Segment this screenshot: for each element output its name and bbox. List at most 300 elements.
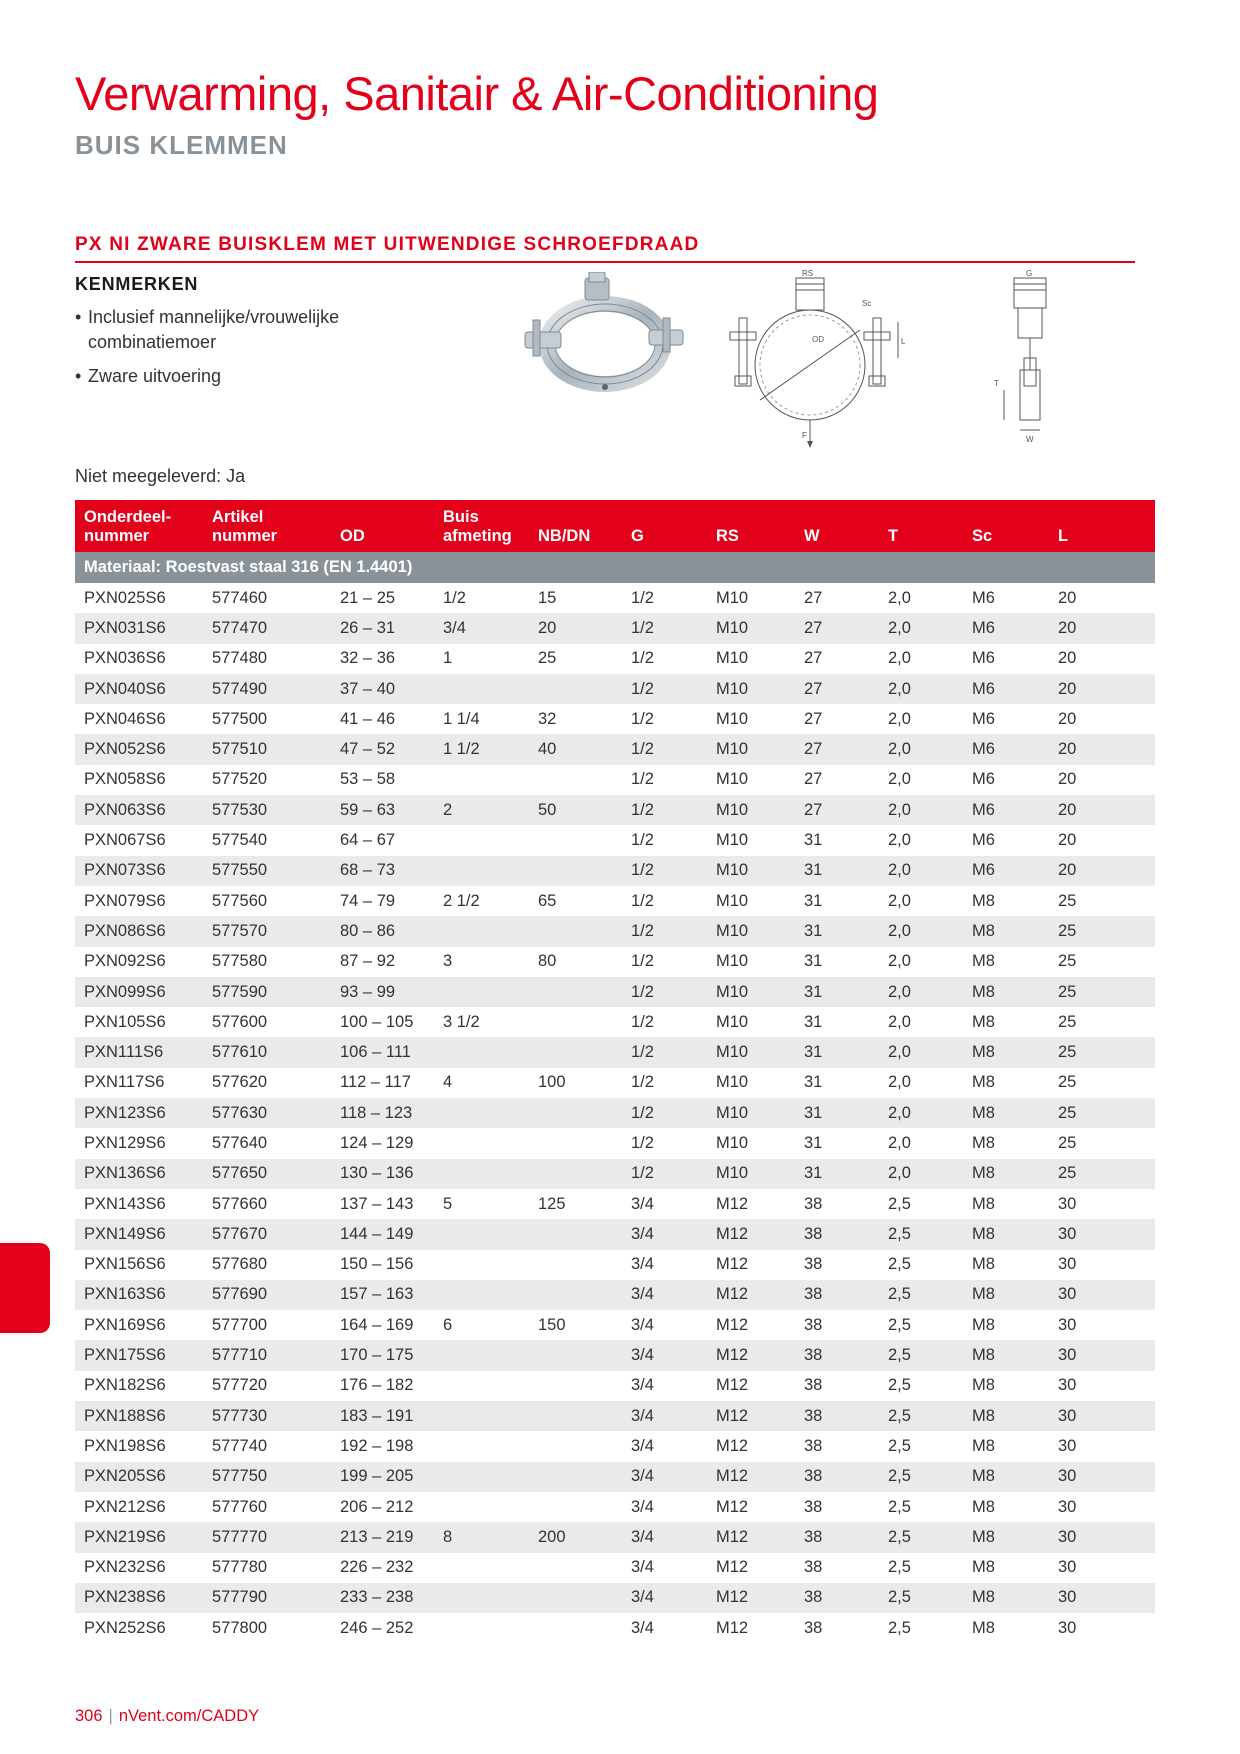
table-cell: 3/4 bbox=[622, 1189, 707, 1219]
table-cell: 3/4 bbox=[622, 1280, 707, 1310]
table-cell: 2,0 bbox=[879, 795, 963, 825]
table-cell: 38 bbox=[795, 1553, 879, 1583]
table-cell: 2,5 bbox=[879, 1431, 963, 1461]
table-row bbox=[75, 977, 1155, 1007]
table-cell: PXN031S6 bbox=[75, 613, 203, 643]
table-cell: PXN143S6 bbox=[75, 1189, 203, 1219]
feature-item: • Inclusief mannelijke/vrouwelijke combinatiemoer bbox=[75, 305, 435, 355]
table-cell: PXN052S6 bbox=[75, 734, 203, 764]
table-cell: 1/2 bbox=[434, 583, 529, 613]
table-cell: PXN232S6 bbox=[75, 1553, 203, 1583]
table-cell bbox=[434, 1280, 529, 1310]
column-header: OD bbox=[331, 500, 434, 552]
table-cell: 1/2 bbox=[622, 1159, 707, 1189]
table-cell: 27 bbox=[795, 674, 879, 704]
table-cell: 4 bbox=[434, 1068, 529, 1098]
table-cell: 1/2 bbox=[622, 1037, 707, 1067]
table-cell: 577750 bbox=[203, 1462, 331, 1492]
table-cell: 577480 bbox=[203, 644, 331, 674]
table-cell: M10 bbox=[707, 1128, 795, 1158]
table-cell: 30 bbox=[1049, 1431, 1155, 1461]
table-cell bbox=[434, 916, 529, 946]
table-cell: 3/4 bbox=[622, 1553, 707, 1583]
table-cell: 80 – 86 bbox=[331, 916, 434, 946]
table-cell bbox=[529, 674, 622, 704]
table-cell: M6 bbox=[963, 825, 1049, 855]
table-row bbox=[75, 947, 1155, 977]
table-cell: 1/2 bbox=[622, 1007, 707, 1037]
table-cell: M10 bbox=[707, 1159, 795, 1189]
table-cell: 31 bbox=[795, 1068, 879, 1098]
table-cell bbox=[529, 1219, 622, 1249]
table-cell: 8 bbox=[434, 1522, 529, 1552]
table-cell: M10 bbox=[707, 765, 795, 795]
table-cell: M10 bbox=[707, 1037, 795, 1067]
table-cell: 5 bbox=[434, 1189, 529, 1219]
table-cell: 577740 bbox=[203, 1431, 331, 1461]
table-cell: PXN079S6 bbox=[75, 886, 203, 916]
table-cell: M6 bbox=[963, 856, 1049, 886]
table-row bbox=[75, 583, 1155, 613]
table-cell: 233 – 238 bbox=[331, 1583, 434, 1613]
table-cell bbox=[529, 1371, 622, 1401]
column-header: T bbox=[879, 500, 963, 552]
table-cell: 32 bbox=[529, 704, 622, 734]
table-cell: 38 bbox=[795, 1583, 879, 1613]
table-row bbox=[75, 1310, 1155, 1340]
table-cell: 577600 bbox=[203, 1007, 331, 1037]
table-cell: 26 – 31 bbox=[331, 613, 434, 643]
table-cell: 577620 bbox=[203, 1068, 331, 1098]
table-cell: 31 bbox=[795, 1098, 879, 1128]
table-cell: 1/2 bbox=[622, 674, 707, 704]
table-cell: PXN175S6 bbox=[75, 1340, 203, 1370]
table-cell: 74 – 79 bbox=[331, 886, 434, 916]
column-header: G bbox=[622, 500, 707, 552]
table-cell bbox=[434, 1583, 529, 1613]
table-cell: M10 bbox=[707, 1068, 795, 1098]
table-cell: M8 bbox=[963, 1340, 1049, 1370]
side-view-diagram bbox=[990, 270, 1070, 450]
table-cell bbox=[434, 1128, 529, 1158]
table-row bbox=[75, 644, 1155, 674]
table-cell bbox=[529, 1462, 622, 1492]
table-cell: M10 bbox=[707, 734, 795, 764]
table-cell: 118 – 123 bbox=[331, 1098, 434, 1128]
table-cell: 20 bbox=[1049, 613, 1155, 643]
table-cell: 25 bbox=[1049, 1037, 1155, 1067]
table-cell: 65 bbox=[529, 886, 622, 916]
table-cell: M10 bbox=[707, 583, 795, 613]
table-cell: 31 bbox=[795, 886, 879, 916]
table-cell: PXN136S6 bbox=[75, 1159, 203, 1189]
table-cell bbox=[434, 825, 529, 855]
table-cell: 2,0 bbox=[879, 856, 963, 886]
column-header: NB/DN bbox=[529, 500, 622, 552]
table-cell: 2,5 bbox=[879, 1613, 963, 1643]
table-cell: M6 bbox=[963, 765, 1049, 795]
table-cell: PXN205S6 bbox=[75, 1462, 203, 1492]
table-cell: PXN040S6 bbox=[75, 674, 203, 704]
table-cell: 1 1/4 bbox=[434, 704, 529, 734]
table-cell bbox=[529, 1250, 622, 1280]
table-cell: 2,5 bbox=[879, 1583, 963, 1613]
table-cell: 38 bbox=[795, 1462, 879, 1492]
table-cell: 577580 bbox=[203, 947, 331, 977]
table-cell: 577790 bbox=[203, 1583, 331, 1613]
table-row bbox=[75, 1219, 1155, 1249]
table-cell: 3/4 bbox=[622, 1401, 707, 1431]
table-cell bbox=[529, 977, 622, 1007]
table-row bbox=[75, 1613, 1155, 1643]
table-cell: 25 bbox=[1049, 916, 1155, 946]
table-cell bbox=[434, 1098, 529, 1128]
section-tab bbox=[0, 1243, 50, 1333]
table-cell: M6 bbox=[963, 644, 1049, 674]
table-cell: 64 – 67 bbox=[331, 825, 434, 855]
table-cell bbox=[434, 977, 529, 1007]
product-photo bbox=[515, 272, 690, 407]
table-cell: 3/4 bbox=[622, 1340, 707, 1370]
table-cell bbox=[434, 1431, 529, 1461]
table-cell: 59 – 63 bbox=[331, 795, 434, 825]
table-cell: PXN149S6 bbox=[75, 1219, 203, 1249]
table-cell: 577780 bbox=[203, 1553, 331, 1583]
table-cell: 176 – 182 bbox=[331, 1371, 434, 1401]
table-cell: M10 bbox=[707, 886, 795, 916]
table-cell: PXN163S6 bbox=[75, 1280, 203, 1310]
table-cell: PXN188S6 bbox=[75, 1401, 203, 1431]
section-subtitle: BUIS KLEMMEN bbox=[75, 130, 288, 160]
table-cell: 2,0 bbox=[879, 734, 963, 764]
table-cell: 1/2 bbox=[622, 734, 707, 764]
table-cell: 2 bbox=[434, 795, 529, 825]
table-cell: PXN086S6 bbox=[75, 916, 203, 946]
table-cell: 577710 bbox=[203, 1340, 331, 1370]
table-cell: 577460 bbox=[203, 583, 331, 613]
table-cell: M12 bbox=[707, 1219, 795, 1249]
table-cell: M8 bbox=[963, 886, 1049, 916]
table-cell: 226 – 232 bbox=[331, 1553, 434, 1583]
table-cell: 27 bbox=[795, 734, 879, 764]
table-cell bbox=[529, 916, 622, 946]
table-cell: 2,0 bbox=[879, 947, 963, 977]
diagram-label-sc: Sc bbox=[862, 299, 872, 308]
table-cell bbox=[434, 1401, 529, 1431]
table-cell: 3/4 bbox=[622, 1431, 707, 1461]
table-cell: 30 bbox=[1049, 1492, 1155, 1522]
table-cell: 577470 bbox=[203, 613, 331, 643]
table-cell: 27 bbox=[795, 765, 879, 795]
table-cell: 1 bbox=[434, 644, 529, 674]
table-cell: M8 bbox=[963, 1431, 1049, 1461]
table-cell: 30 bbox=[1049, 1613, 1155, 1643]
table-cell: M12 bbox=[707, 1310, 795, 1340]
table-cell: 30 bbox=[1049, 1219, 1155, 1249]
table-cell: PXN123S6 bbox=[75, 1098, 203, 1128]
table-cell: 25 bbox=[1049, 1098, 1155, 1128]
table-cell: 577800 bbox=[203, 1613, 331, 1643]
table-cell: 3/4 bbox=[622, 1310, 707, 1340]
table-cell: M12 bbox=[707, 1280, 795, 1310]
table-cell: M10 bbox=[707, 613, 795, 643]
table-cell: M8 bbox=[963, 1492, 1049, 1522]
table-cell bbox=[434, 1037, 529, 1067]
diagram-label-g: G bbox=[1026, 270, 1033, 278]
table-cell: 2,5 bbox=[879, 1340, 963, 1370]
table-cell: 50 bbox=[529, 795, 622, 825]
table-cell: 2,5 bbox=[879, 1189, 963, 1219]
table-cell bbox=[434, 1219, 529, 1249]
material-row bbox=[75, 552, 1155, 583]
table-cell: 30 bbox=[1049, 1310, 1155, 1340]
table-cell: 38 bbox=[795, 1250, 879, 1280]
table-cell bbox=[529, 1583, 622, 1613]
table-cell bbox=[434, 1371, 529, 1401]
table-cell: 25 bbox=[529, 644, 622, 674]
table-cell: PXN067S6 bbox=[75, 825, 203, 855]
table-cell: 20 bbox=[1049, 825, 1155, 855]
table-cell: PXN252S6 bbox=[75, 1613, 203, 1643]
table-cell: 2,0 bbox=[879, 644, 963, 674]
table-cell: 2,0 bbox=[879, 825, 963, 855]
table-cell: 2,5 bbox=[879, 1219, 963, 1249]
table-cell: 577630 bbox=[203, 1098, 331, 1128]
table-cell: 577560 bbox=[203, 886, 331, 916]
table-row bbox=[75, 1280, 1155, 1310]
spec-table bbox=[75, 500, 1155, 1643]
table-row bbox=[75, 674, 1155, 704]
table-cell: 1/2 bbox=[622, 856, 707, 886]
table-cell: M8 bbox=[963, 1371, 1049, 1401]
table-cell: 1/2 bbox=[622, 644, 707, 674]
table-cell: M8 bbox=[963, 1613, 1049, 1643]
table-row bbox=[75, 1371, 1155, 1401]
table-cell: 577490 bbox=[203, 674, 331, 704]
table-cell: 20 bbox=[1049, 704, 1155, 734]
table-cell: 3/4 bbox=[622, 1522, 707, 1552]
table-cell: M10 bbox=[707, 947, 795, 977]
page-footer bbox=[75, 1707, 259, 1726]
table-cell: M10 bbox=[707, 856, 795, 886]
table-row bbox=[75, 1553, 1155, 1583]
table-cell: 577730 bbox=[203, 1401, 331, 1431]
table-cell: M8 bbox=[963, 1280, 1049, 1310]
diagram-label-f: F bbox=[802, 431, 807, 440]
table-cell bbox=[529, 1340, 622, 1370]
table-cell: 30 bbox=[1049, 1280, 1155, 1310]
table-cell: 3/4 bbox=[622, 1492, 707, 1522]
table-row bbox=[75, 1189, 1155, 1219]
table-cell: 31 bbox=[795, 856, 879, 886]
table-cell: 164 – 169 bbox=[331, 1310, 434, 1340]
table-cell: M6 bbox=[963, 704, 1049, 734]
table-cell: 144 – 149 bbox=[331, 1219, 434, 1249]
table-cell: 31 bbox=[795, 1159, 879, 1189]
table-cell: PXN111S6 bbox=[75, 1037, 203, 1067]
table-cell: 577700 bbox=[203, 1310, 331, 1340]
table-cell: 1 1/2 bbox=[434, 734, 529, 764]
table-cell: 2,0 bbox=[879, 765, 963, 795]
table-cell bbox=[434, 1613, 529, 1643]
table-cell: 38 bbox=[795, 1280, 879, 1310]
table-cell: 577520 bbox=[203, 765, 331, 795]
not-supplied-note: Niet meegeleverd: Ja bbox=[75, 466, 246, 486]
table-cell: 53 – 58 bbox=[331, 765, 434, 795]
table-cell: M12 bbox=[707, 1401, 795, 1431]
table-cell bbox=[434, 674, 529, 704]
table-cell: PXN129S6 bbox=[75, 1128, 203, 1158]
column-header: RS bbox=[707, 500, 795, 552]
table-cell: M6 bbox=[963, 583, 1049, 613]
table-row bbox=[75, 1462, 1155, 1492]
table-cell: 577550 bbox=[203, 856, 331, 886]
table-cell bbox=[529, 1037, 622, 1067]
table-cell: PXN169S6 bbox=[75, 1310, 203, 1340]
table-cell: M12 bbox=[707, 1613, 795, 1643]
table-cell: 100 bbox=[529, 1068, 622, 1098]
table-cell: M12 bbox=[707, 1431, 795, 1461]
table-cell: 3 1/2 bbox=[434, 1007, 529, 1037]
table-cell: M8 bbox=[963, 1159, 1049, 1189]
footer-link[interactable]: nVent.com/CADDY bbox=[118, 1707, 260, 1725]
table-cell: 30 bbox=[1049, 1371, 1155, 1401]
table-cell: 213 – 219 bbox=[331, 1522, 434, 1552]
table-row bbox=[75, 1401, 1155, 1431]
material-label: Materiaal: Roestvast staal 316 (EN 1.4401) bbox=[75, 552, 1155, 583]
table-cell: M8 bbox=[963, 1007, 1049, 1037]
table-cell: 38 bbox=[795, 1492, 879, 1522]
table-cell: 2,5 bbox=[879, 1371, 963, 1401]
front-view-diagram bbox=[720, 270, 925, 450]
table-cell: 183 – 191 bbox=[331, 1401, 434, 1431]
table-cell: 577530 bbox=[203, 795, 331, 825]
table-cell: M8 bbox=[963, 1068, 1049, 1098]
table-cell: 112 – 117 bbox=[331, 1068, 434, 1098]
table-cell: 2,5 bbox=[879, 1462, 963, 1492]
table-cell: 20 bbox=[1049, 734, 1155, 764]
table-cell: 577540 bbox=[203, 825, 331, 855]
table-cell bbox=[529, 765, 622, 795]
table-cell: 31 bbox=[795, 1128, 879, 1158]
table-cell: 31 bbox=[795, 1037, 879, 1067]
page-title: Verwarming, Sanitair & Air-Conditioning bbox=[75, 67, 879, 120]
table-cell: 577590 bbox=[203, 977, 331, 1007]
diagram-label-od: OD bbox=[812, 335, 824, 344]
table-cell: M8 bbox=[963, 1128, 1049, 1158]
table-cell: 150 – 156 bbox=[331, 1250, 434, 1280]
table-cell: 40 bbox=[529, 734, 622, 764]
table-row bbox=[75, 1068, 1155, 1098]
table-row bbox=[75, 1431, 1155, 1461]
table-cell: 157 – 163 bbox=[331, 1280, 434, 1310]
table-cell: 3/4 bbox=[622, 1613, 707, 1643]
features-list bbox=[75, 305, 435, 398]
table-cell: PXN238S6 bbox=[75, 1583, 203, 1613]
table-cell: M8 bbox=[963, 977, 1049, 1007]
table-row bbox=[75, 1583, 1155, 1613]
table-cell: 577570 bbox=[203, 916, 331, 946]
table-cell: 1/2 bbox=[622, 1128, 707, 1158]
table-cell bbox=[529, 1159, 622, 1189]
table-cell: 31 bbox=[795, 1007, 879, 1037]
table-cell bbox=[529, 825, 622, 855]
table-cell: M12 bbox=[707, 1371, 795, 1401]
table-cell: 25 bbox=[1049, 977, 1155, 1007]
table-cell: 27 bbox=[795, 583, 879, 613]
table-cell: 1/2 bbox=[622, 765, 707, 795]
table-row bbox=[75, 704, 1155, 734]
table-cell: PXN219S6 bbox=[75, 1522, 203, 1552]
table-cell: 38 bbox=[795, 1401, 879, 1431]
table-cell: 31 bbox=[795, 977, 879, 1007]
table-cell: 206 – 212 bbox=[331, 1492, 434, 1522]
table-row bbox=[75, 1522, 1155, 1552]
table-cell: 577720 bbox=[203, 1371, 331, 1401]
table-row bbox=[75, 734, 1155, 764]
table-cell: 137 – 143 bbox=[331, 1189, 434, 1219]
table-cell: 2,5 bbox=[879, 1310, 963, 1340]
title-divider bbox=[75, 261, 1135, 263]
table-cell: M6 bbox=[963, 795, 1049, 825]
table-cell bbox=[434, 1340, 529, 1370]
table-cell: 577650 bbox=[203, 1159, 331, 1189]
table-row bbox=[75, 765, 1155, 795]
table-cell: 20 bbox=[1049, 765, 1155, 795]
table-cell: 30 bbox=[1049, 1553, 1155, 1583]
table-cell: PXN036S6 bbox=[75, 644, 203, 674]
table-row bbox=[75, 1159, 1155, 1189]
table-cell: 1/2 bbox=[622, 947, 707, 977]
table-cell: 2,0 bbox=[879, 704, 963, 734]
table-cell: 2,0 bbox=[879, 916, 963, 946]
table-cell: 2,0 bbox=[879, 1098, 963, 1128]
column-header: W bbox=[795, 500, 879, 552]
table-cell bbox=[434, 1250, 529, 1280]
table-cell: 192 – 198 bbox=[331, 1431, 434, 1461]
table-row bbox=[75, 1250, 1155, 1280]
table-cell: 3 bbox=[434, 947, 529, 977]
table-cell: 577510 bbox=[203, 734, 331, 764]
table-cell: 577670 bbox=[203, 1219, 331, 1249]
table-cell: 80 bbox=[529, 947, 622, 977]
table-cell: M12 bbox=[707, 1250, 795, 1280]
table-cell bbox=[434, 1553, 529, 1583]
table-cell: 1/2 bbox=[622, 977, 707, 1007]
table-cell: 93 – 99 bbox=[331, 977, 434, 1007]
table-cell: 106 – 111 bbox=[331, 1037, 434, 1067]
table-cell: PXN099S6 bbox=[75, 977, 203, 1007]
table-cell: 170 – 175 bbox=[331, 1340, 434, 1370]
column-header: Artikel nummer bbox=[203, 500, 331, 552]
table-cell: 38 bbox=[795, 1522, 879, 1552]
table-cell: M8 bbox=[963, 1219, 1049, 1249]
table-cell: M8 bbox=[963, 1583, 1049, 1613]
table-cell: 21 – 25 bbox=[331, 583, 434, 613]
table-cell: 199 – 205 bbox=[331, 1462, 434, 1492]
table-cell bbox=[529, 1613, 622, 1643]
table-row bbox=[75, 886, 1155, 916]
table-cell: 577770 bbox=[203, 1522, 331, 1552]
diagram-label-t: T bbox=[994, 379, 999, 388]
table-cell: M8 bbox=[963, 1250, 1049, 1280]
table-cell: M12 bbox=[707, 1553, 795, 1583]
table-cell: M10 bbox=[707, 1007, 795, 1037]
table-cell: 25 bbox=[1049, 1007, 1155, 1037]
table-cell: M10 bbox=[707, 795, 795, 825]
table-cell: 68 – 73 bbox=[331, 856, 434, 886]
table-cell: 38 bbox=[795, 1219, 879, 1249]
